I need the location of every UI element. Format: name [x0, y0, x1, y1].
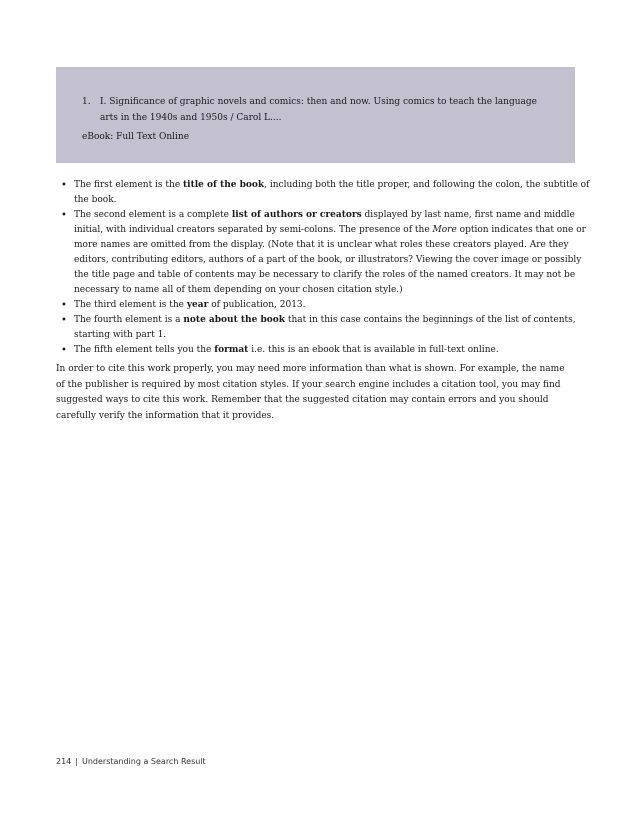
- bold-term: format: [214, 345, 249, 355]
- italic-term: More: [432, 225, 457, 235]
- element-explanation-list: [56, 178, 594, 358]
- result-item-link[interactable]: I. Significance of graphic novels and comics: then and now. Using comics to teach the language arts in the 1940s and 1950s / Carol L....: [100, 97, 537, 123]
- bold-term: title of the book: [183, 180, 265, 190]
- result-list-item: [82, 94, 547, 126]
- citation-paragraph: In order to cite this work properly, you may need more information than what is shown. For example, the name of the publisher is required by most citation styles. If your search engine includes a citation tool, you may find suggested ways to cite this work. Remember that the suggested citation may contain errors and you should carefully verify the information that it provides.: [56, 364, 565, 421]
- list-item: • The fifth element tells you the format i.e. this is an ebook that is available in full-text online.: [74, 343, 594, 358]
- list-item: • The second element is a complete list of authors or creators displayed by last name, first name and middle initial, with individual creators separated by semi-colons. The presence of the More option indicates that one or more names are omitted from the display. (Note that it is unclear what roles these creators played. Are they editors, contributing editors, authors of a part of the book, or illustrators? Viewing the cover image or possibly the title page and table of contents may be necessary to clarify the roles of the named creators. It may not be necessary to name all of them depending on your chosen citation style.): [74, 208, 594, 298]
- list-item: • The first element is the title of the book, including both the title proper, and following the colon, the subtitle of the book.: [74, 178, 594, 208]
- list-item: • The fourth element is a note about the book that in this case contains the beginnings of the list of contents, starting with part 1.: [74, 313, 594, 343]
- result-item-number: 1.: [82, 97, 91, 107]
- list-item: • The third element is the year of publication, 2013.: [74, 298, 594, 313]
- footer-separator: |: [75, 757, 78, 766]
- page-footer: [56, 756, 206, 768]
- bold-term: year: [186, 300, 209, 310]
- result-format-line: eBook: Full Text Online: [82, 132, 190, 142]
- bold-term: list of authors or creators: [231, 210, 362, 220]
- bold-term: note about the book: [183, 315, 285, 325]
- section-title: Understanding a Search Result: [81, 757, 206, 766]
- page-number: 214: [56, 757, 72, 766]
- search-result-callout: [56, 67, 575, 163]
